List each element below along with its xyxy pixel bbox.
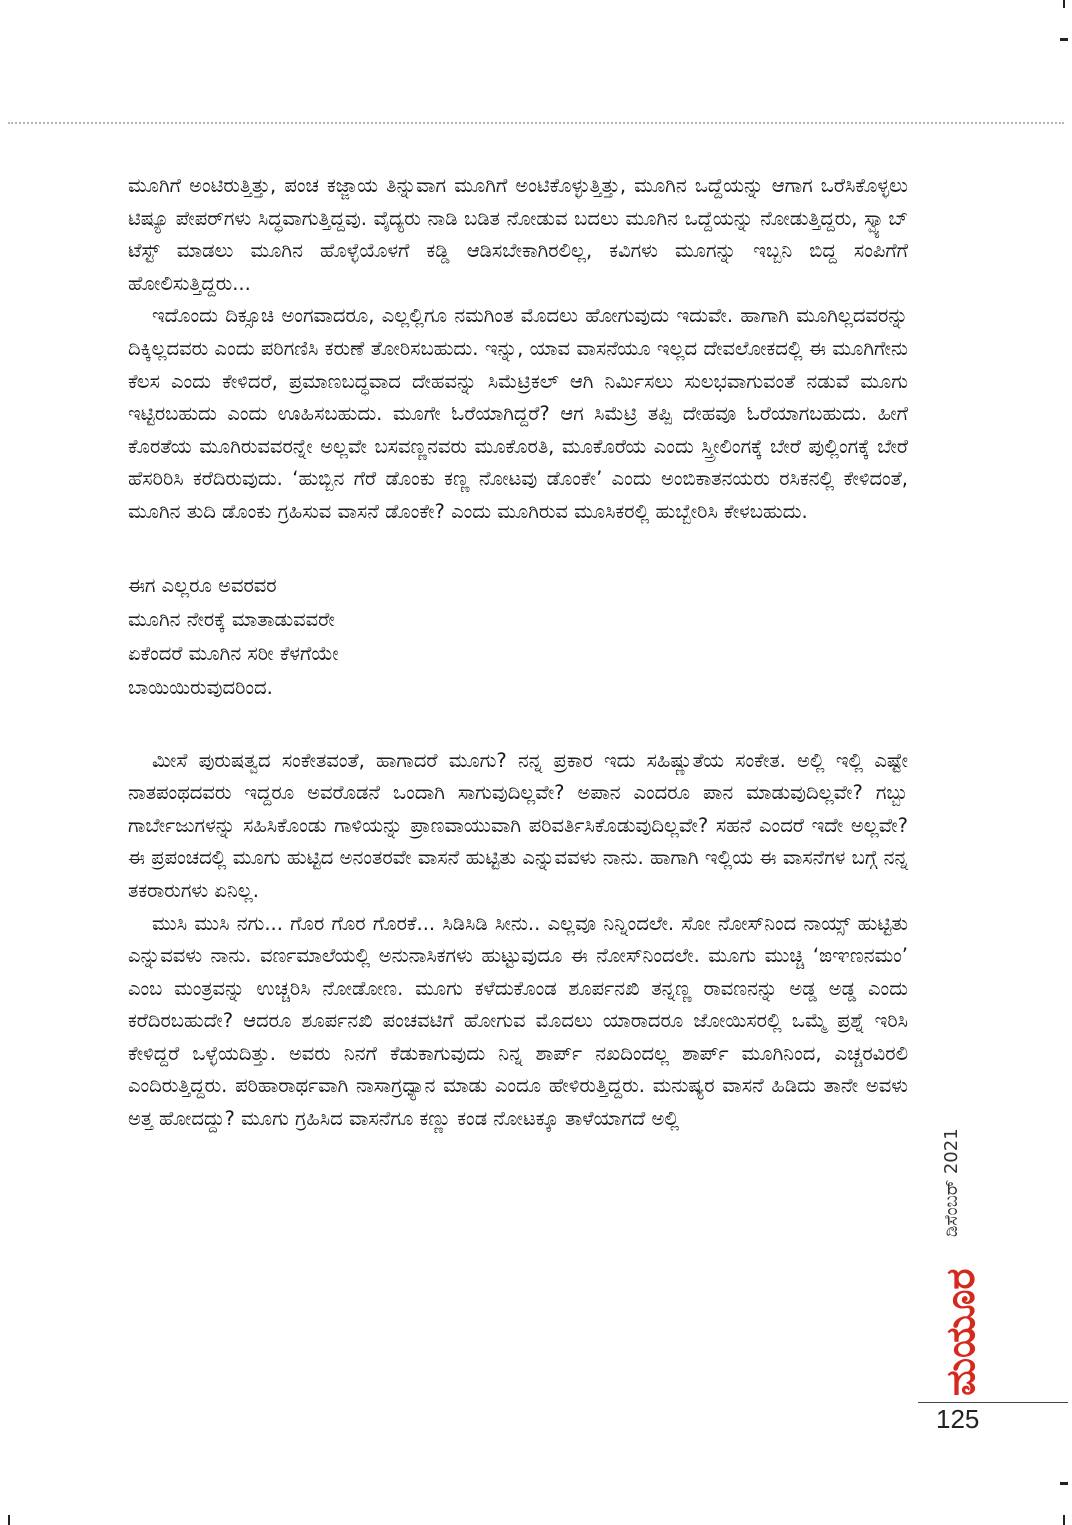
poem-line: ಬಾಯಿಯಿರುವುದರಿಂದ. bbox=[128, 675, 273, 699]
footer-rule bbox=[918, 1402, 1068, 1403]
poem-line: ಮೂಗಿನ ನೇರಕ್ಕೆ ಮಾತಾಡುವವರೇ bbox=[128, 607, 335, 631]
crop-mark bbox=[1060, 1482, 1068, 1485]
paragraph: ಮೂಗಿಗೆ ಅಂಟಿರುತ್ತಿತ್ತು, ಪಂಚ ಕಜ್ಜಾಯ ತಿನ್ನುವಾಗ ಮೂಗಿಗೆ ಅಂಟಿಕೊಳ್ಳುತ್ತಿತ್ತು, ಮೂಗಿನ ಒದ್ದೆಯನ್ನು ಆಗಾಗ ಒರೆಸಿಕೊಳ್ಳಲು ಟಿಷ್ಯೂ ಪೇಪರ್‌ಗಳು ಸಿದ್ಧವಾಗುತ್ತಿದ್ದವು. ವೈದ್ಯರು ನಾಡಿ ಬಡಿತ ನೋಡುವ ಬದಲು ಮೂಗಿನ ಒದ್ದೆಯನ್ನು ನೋಡುತ್ತಿದ್ದರು, ಸ್ವ್ಯಾಬ್ ಟೆಸ್ಟ್ ಮಾಡಲು ಮೂಗಿನ ಹೊಳ್ಳೆಯೊಳಗೆ ಕಡ್ಡಿ ಆಡಿಸಬೇಕಾಗಿರಲಿಲ್ಲ, ಕವಿಗಳು ಮೂಗನ್ನು ಇಬ್ಬನಿ ಬಿದ್ದ ಸಂಪಿಗೆಗೆ ಹೋಲಿಸುತ್ತಿದ್ದರು... bbox=[128, 174, 908, 295]
issue-date-text: ಡಿಸೆಂಬರ್ 2021 bbox=[941, 1128, 962, 1237]
article-body bbox=[128, 170, 908, 1136]
poem-line: ಈಗ ಎಲ್ಲರೂ ಅವರವರ bbox=[128, 573, 277, 597]
magazine-name-text: ಮಯೂರ bbox=[938, 1268, 984, 1396]
paragraph: ಮುಸಿ ಮುಸಿ ನಗು... ಗೊರ ಗೊರ ಗೊರಕೆ... ಸಿಡಿಸಿಡಿ ಸೀನು.. ಎಲ್ಲವೂ ನಿನ್ನಿಂದಲೇ. ಸೋ ನೋಸ್‌ನಿಂದ ನಾಯ್ಸ್ ಹುಟ್ಟಿತು ಎನ್ನುವವಳು ನಾನು. ವರ್ಣಮಾಲೆಯಲ್ಲಿ ಅನುನಾಸಿಕಗಳು ಹುಟ್ಟುವುದೂ ಈ ನೋಸ್‌ನಿಂದಲೇ. ಮೂಗು ಮುಚ್ಚಿ ‘ಙಞಣನಮಂ’ ಎಂಬ ಮಂತ್ರವನ್ನು ಉಚ್ಚರಿಸಿ ನೋಡೋಣ. ಮೂಗು ಕಳೆದುಕೊಂಡ ಶೂರ್ಪನಖಿ ತನ್ನಣ್ಣ ರಾವಣನನ್ನು ಅಡ್ಡ ಅಡ್ಡ ಎಂದು ಕರೆದಿರಬಹುದೇ? ಆದರೂ ಶೂರ್ಪನಖಿ ಪಂಚವಟಿಗೆ ಹೋಗುವ ಮೊದಲು ಯಾರಾದರೂ ಜೋಯಿಸರಲ್ಲಿ ಒಮ್ಮೆ ಪ್ರಶ್ನೆ ಇರಿಸಿ ಕೇಳಿದ್ದರೆ ಒಳ್ಳೆಯದಿತ್ತು. ಅವರು ನಿನಗೆ ಕೆಡುಕಾಗುವುದು ನಿನ್ನ ಶಾರ್ಪ್ ನಖದಿಂದಲ್ಲ ಶಾರ್ಪ್ ಮೂಗಿನಿಂದ, ಎಚ್ಚರವಿರಲಿ ಎಂದಿರುತ್ತಿದ್ದರು. ಪರಿಹಾರಾರ್ಥವಾಗಿ ನಾಸಾಗ್ರಧ್ಯಾನ ಮಾಡು ಎಂದೂ ಹೇಳಿರುತ್ತಿದ್ದರು. ಮನುಷ್ಯರ ವಾಸನೆ ಹಿಡಿದು ತಾನೇ ಅವಳು ಅತ್ತ ಹೋದದ್ದು? ಮೂಗು ಗ್ರಹಿಸಿದ ವಾಸನೆಗೂ ಕಣ್ಣು ಕಂಡ ನೋಟಕ್ಕೂ ತಾಳೆಯಾಗದೆ ಅಲ್ಲಿ bbox=[128, 911, 908, 1131]
header-dotted-rule bbox=[8, 122, 1064, 124]
page-number: 125 bbox=[936, 1404, 980, 1434]
poem-block bbox=[128, 569, 908, 705]
magazine-brand-vertical bbox=[934, 1240, 984, 1400]
paragraph: ಮೀಸೆ ಪುರುಷತ್ವದ ಸಂಕೇತವಂತೆ, ಹಾಗಾದರೆ ಮೂಗು? ನನ್ನ ಪ್ರಕಾರ ಇದು ಸಹಿಷ್ಣುತೆಯ ಸಂಕೇತ. ಅಲ್ಲಿ ಇಲ್ಲಿ ಎಷ್ಟೇ ನಾತಪಂಥದವರು ಇದ್ದರೂ ಅವರೊಡನೆ ಒಂದಾಗಿ ಸಾಗುವುದಿಲ್ಲವೇ? ಅಪಾನ ಎಂದರೂ ಪಾನ ಮಾಡುವುದಿಲ್ಲವೇ? ಗಬ್ಬು ಗಾರ್ಬೇಜುಗಳನ್ನು ಸಹಿಸಿಕೊಂಡು ಗಾಳಿಯನ್ನು ಪ್ರಾಣವಾಯುವಾಗಿ ಪರಿವರ್ತಿಸಿಕೊಡುವುದಿಲ್ಲವೇ? ಸಹನೆ ಎಂದರೆ ಇದೇ ಅಲ್ಲವೇ? ಈ ಪ್ರಪಂಚದಲ್ಲಿ ಮೂಗು ಹುಟ್ಟಿದ ಅನಂತರವೇ ವಾಸನೆ ಹುಟ್ಟಿತು ಎನ್ನುವವಳು ನಾನು. ಹಾಗಾಗಿ ಇಲ್ಲಿಯ ಈ ವಾಸನೆಗಳ ಬಗ್ಗೆ ನನ್ನ ತಕರಾರುಗಳು ಏನಿಲ್ಲ. bbox=[128, 748, 908, 902]
crop-mark bbox=[1060, 38, 1068, 41]
poem-line: ಏಕೆಂದರೆ ಮೂಗಿನ ಸರೀ ಕೆಳಗೆಯೇ bbox=[128, 641, 339, 665]
crop-mark bbox=[1063, 0, 1065, 8]
crop-mark bbox=[1063, 1515, 1065, 1525]
crop-mark bbox=[8, 1515, 10, 1525]
issue-date-vertical bbox=[930, 1085, 970, 1240]
paragraph: ಇದೊಂದು ದಿಕ್ಸೂಚಿ ಅಂಗವಾದರೂ, ಎಲ್ಲಲ್ಲಿಗೂ ನಮಗಿಂತ ಮೊದಲು ಹೋಗುವುದು ಇದುವೇ. ಹಾಗಾಗಿ ಮೂಗಿಲ್ಲದವರನ್ನು ದಿಕ್ಕಿಲ್ಲದವರು ಎಂದು ಪರಿಗಣಿಸಿ ಕರುಣೆ ತೋರಿಸಬಹುದು. ಇನ್ನು, ಯಾವ ವಾಸನೆಯೂ ಇಲ್ಲದ ದೇವಲೋಕದಲ್ಲಿ ಈ ಮೂಗಿಗೇನು ಕೆಲಸ ಎಂದು ಕೇಳಿದರೆ, ಪ್ರಮಾಣಬದ್ಧವಾದ ದೇಹವನ್ನು ಸಿಮೆಟ್ರಿಕಲ್ ಆಗಿ ನಿರ್ಮಿಸಲು ಸುಲಭವಾಗುವಂತೆ ನಡುವೆ ಮೂಗು ಇಟ್ಟಿರಬಹುದು ಎಂದು ಊಹಿಸಬಹುದು. ಮೂಗೇ ಓರೆಯಾಗಿದ್ದರೆ? ಆಗ ಸಿಮೆಟ್ರಿ ತಪ್ಪಿ ದೇಹವೂ ಓರೆಯಾಗಬಹುದು. ಹೀಗೆ ಕೊರತೆಯ ಮೂಗಿರುವವರನ್ನೇ ಅಲ್ಲವೇ ಬಸವಣ್ಣನವರು ಮೂಕೊರತಿ, ಮೂಕೊರೆಯ ಎಂದು ಸ್ತ್ರೀಲಿಂಗಕ್ಕೆ ಬೇರೆ ಪುಲ್ಲಿಂಗಕ್ಕೆ ಬೇರೆ ಹೆಸರಿರಿಸಿ ಕರೆದಿರುವುದು. ‘ಹುಬ್ಬಿನ ಗೆರೆ ಡೊಂಕು ಕಣ್ಣ ನೋಟವು ಡೊಂಕೇ’ ಎಂದು ಅಂಬಿಕಾತನಯರು ರಸಿಕನಲ್ಲಿ ಕೇಳಿದಂತೆ, ಮೂಗಿನ ತುದಿ ಡೊಂಕು ಗ್ರಹಿಸುವ ವಾಸನೆ ಡೊಂಕೇ? ಎಂದು ಮೂಗಿರುವ ಮೂಸಿಕರಲ್ಲಿ ಹುಬ್ಬೇರಿಸಿ ಕೇಳಬಹುದು. bbox=[128, 304, 908, 523]
